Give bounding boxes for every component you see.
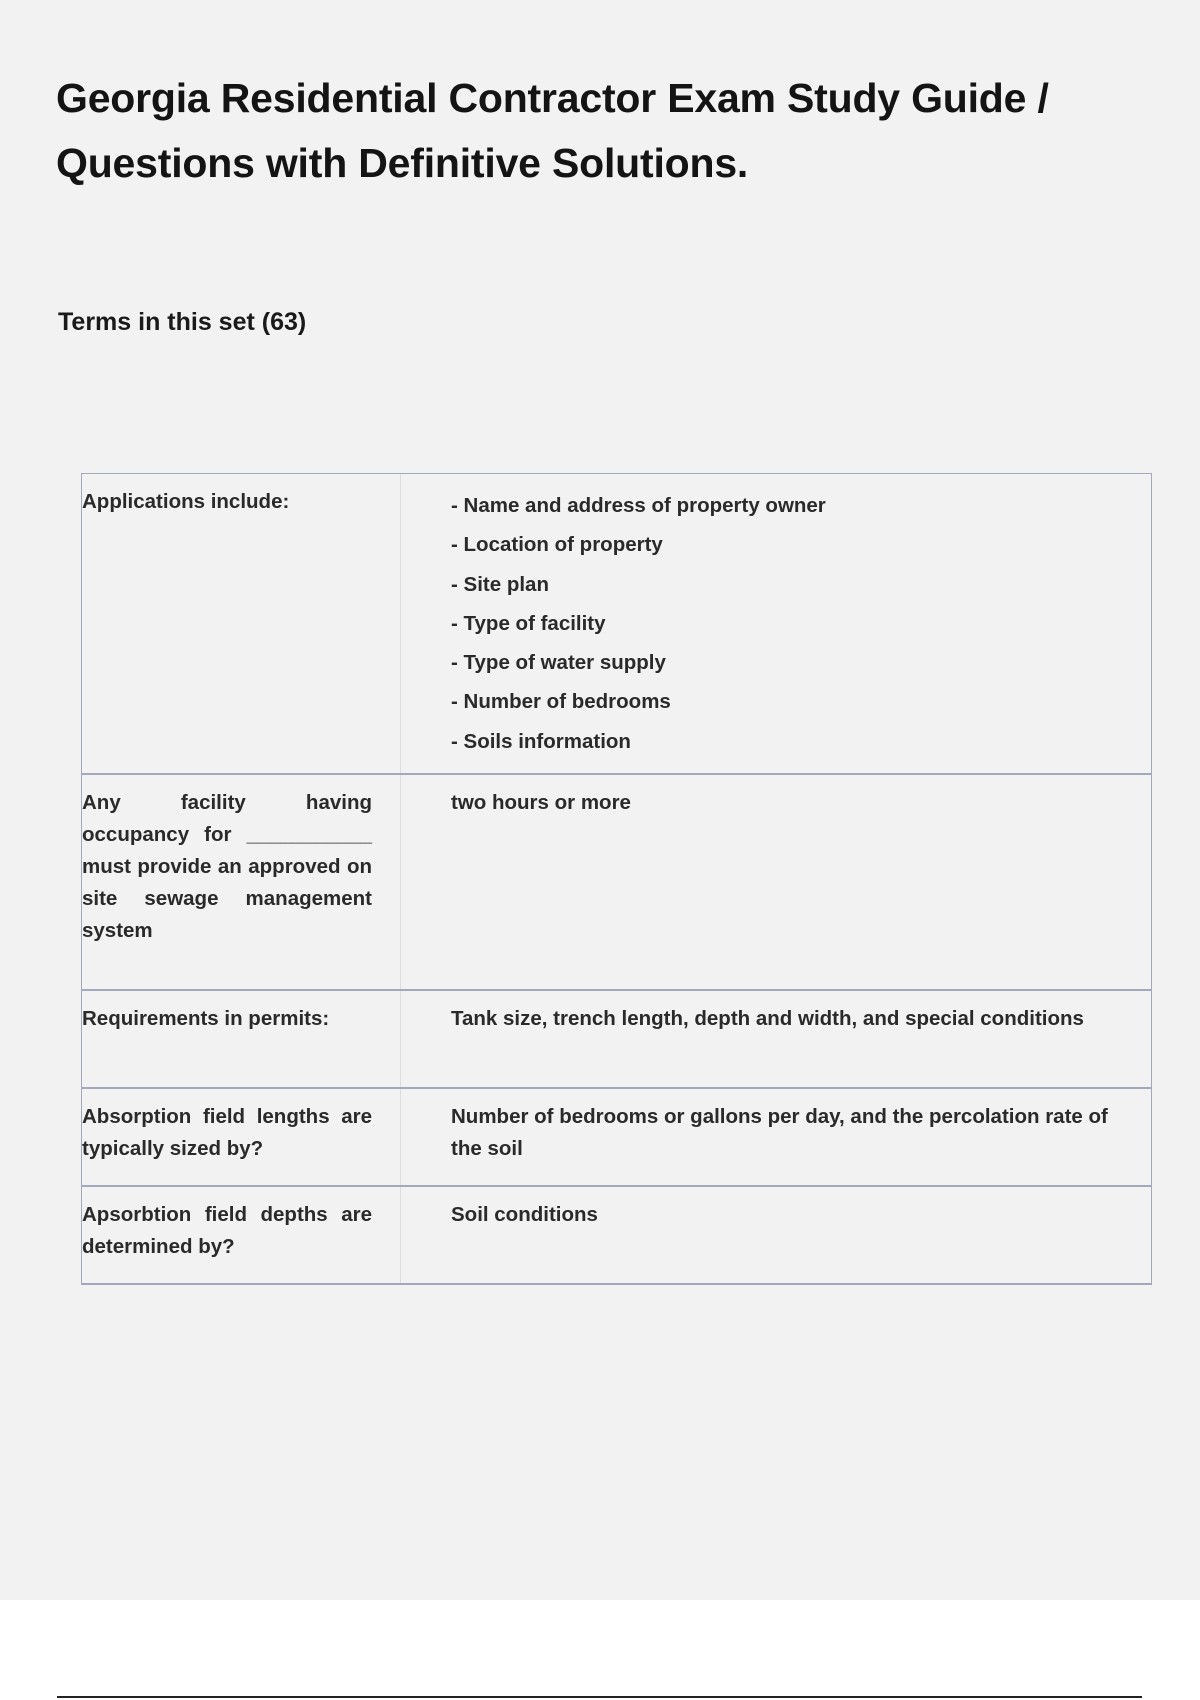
term-cell: Any facility having occupancy for ___________ must provide an approved on site sewage management system (82, 774, 401, 990)
definition-list-item: - Number of bedrooms (451, 682, 1121, 721)
terms-table (81, 473, 1152, 1285)
term-cell: Apsorbtion field depths are determined by? (82, 1186, 401, 1284)
term-cell: Requirements in permits: (82, 990, 401, 1088)
term-row (82, 1088, 1152, 1186)
term-row (82, 990, 1152, 1088)
definition-list-item: - Name and address of property owner (451, 486, 1121, 525)
definition-cell: Soil conditions (401, 1186, 1152, 1284)
definition-list-item: - Soils information (451, 722, 1121, 761)
definition-list-item: - Location of property (451, 525, 1121, 564)
terms-count-heading: Terms in this set (63) (58, 308, 307, 336)
term-cell: Applications include: (82, 474, 401, 775)
definition-cell: two hours or more (401, 774, 1152, 990)
definition-cell (401, 474, 1152, 775)
definition-list-item: - Site plan (451, 565, 1121, 604)
definition-cell: Tank size, trench length, depth and width, and special conditions (401, 990, 1152, 1088)
term-row (82, 1186, 1152, 1284)
term-row (82, 474, 1152, 775)
definition-cell: Number of bedrooms or gallons per day, and the percolation rate of the soil (401, 1088, 1152, 1186)
definition-list-item: - Type of facility (451, 604, 1121, 643)
term-row (82, 774, 1152, 990)
definition-list-item: - Type of water supply (451, 643, 1121, 682)
document-title: Georgia Residential Contractor Exam Study Guide / Questions with Definitive Solutions. (56, 75, 1049, 186)
definition-list (451, 486, 1121, 761)
term-cell: Absorption field lengths are typically sized by? (82, 1088, 401, 1186)
footer-divider (57, 1696, 1142, 1698)
